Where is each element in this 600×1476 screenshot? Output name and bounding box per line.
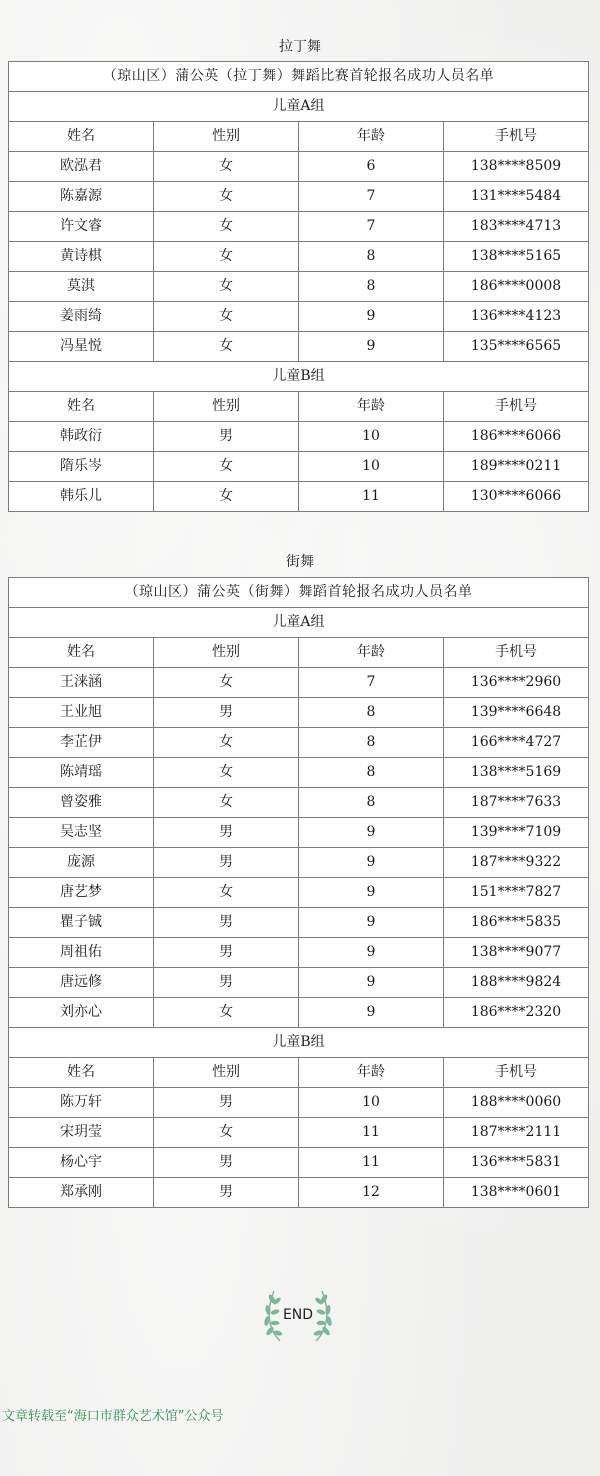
- cell-gender: 女: [154, 728, 299, 758]
- cell-age: 8: [299, 698, 444, 728]
- latin-dance-table: [8, 61, 588, 512]
- header-row: [9, 1058, 589, 1088]
- cell-gender: 男: [154, 818, 299, 848]
- cell-age: 6: [299, 152, 444, 182]
- cell-gender: 女: [154, 788, 299, 818]
- cell-phone: 138****9077: [444, 938, 589, 968]
- cell-age: 8: [299, 272, 444, 302]
- cell-phone: 139****6648: [444, 698, 589, 728]
- table-row: [9, 212, 589, 242]
- cell-age: 11: [299, 1148, 444, 1178]
- header-row: [9, 392, 589, 422]
- header-phone: 手机号: [444, 1058, 589, 1088]
- table-row: [9, 272, 589, 302]
- table-row: [9, 452, 589, 482]
- table-row: [9, 818, 589, 848]
- cell-age: 9: [299, 968, 444, 998]
- header-row: [9, 122, 589, 152]
- cell-phone: 188****9824: [444, 968, 589, 998]
- cell-phone: 138****5165: [444, 242, 589, 272]
- header-age: 年龄: [299, 1058, 444, 1088]
- cell-name: 瞿子铖: [9, 908, 154, 938]
- end-ornament: [258, 1283, 338, 1345]
- section-title-latin: 拉丁舞: [279, 39, 321, 55]
- header-gender: 性别: [154, 638, 299, 668]
- header-gender: 性别: [154, 1058, 299, 1088]
- table-row: [9, 1118, 589, 1148]
- table-row: [9, 1088, 589, 1118]
- roster-table: [8, 61, 589, 512]
- table-row: [9, 728, 589, 758]
- cell-name: 陈靖瑶: [9, 758, 154, 788]
- cell-age: 9: [299, 332, 444, 362]
- cell-name: 欧泓君: [9, 152, 154, 182]
- cell-phone: 188****0060: [444, 1088, 589, 1118]
- cell-phone: 186****5835: [444, 908, 589, 938]
- header-row: [9, 638, 589, 668]
- cell-gender: 男: [154, 1148, 299, 1178]
- cell-name: 杨心宇: [9, 1148, 154, 1178]
- table-caption: （琼山区）蒲公英（街舞）舞蹈首轮报名成功人员名单: [9, 578, 589, 608]
- cell-age: 8: [299, 788, 444, 818]
- cell-gender: 女: [154, 152, 299, 182]
- cell-phone: 187****7633: [444, 788, 589, 818]
- cell-name: 许文睿: [9, 212, 154, 242]
- header-name: 姓名: [9, 1058, 154, 1088]
- group-title: 儿童B组: [9, 1028, 589, 1058]
- cell-name: 李芷伊: [9, 728, 154, 758]
- cell-gender: 男: [154, 698, 299, 728]
- group-row: [9, 608, 589, 638]
- cell-gender: 男: [154, 908, 299, 938]
- cell-name: 陈嘉源: [9, 182, 154, 212]
- table-row: [9, 152, 589, 182]
- cell-age: 9: [299, 848, 444, 878]
- table-row: [9, 242, 589, 272]
- header-gender: 性别: [154, 392, 299, 422]
- cell-gender: 女: [154, 998, 299, 1028]
- cell-phone: 189****0211: [444, 452, 589, 482]
- cell-age: 8: [299, 758, 444, 788]
- cell-phone: 136****5831: [444, 1148, 589, 1178]
- cell-age: 12: [299, 1178, 444, 1208]
- cell-phone: 187****2111: [444, 1118, 589, 1148]
- cell-gender: 女: [154, 302, 299, 332]
- cell-age: 11: [299, 1118, 444, 1148]
- cell-phone: 138****8509: [444, 152, 589, 182]
- source-note: 文章转载至“海口市群众艺术馆”公众号: [2, 1409, 224, 1424]
- table-row: [9, 482, 589, 512]
- group-title: 儿童A组: [9, 608, 589, 638]
- cell-name: 冯星悦: [9, 332, 154, 362]
- cell-name: 隋乐岑: [9, 452, 154, 482]
- cell-gender: 女: [154, 878, 299, 908]
- cell-phone: 186****0008: [444, 272, 589, 302]
- caption-row: [9, 62, 589, 92]
- table-row: [9, 182, 589, 212]
- cell-name: 韩乐儿: [9, 482, 154, 512]
- table-row: [9, 878, 589, 908]
- cell-gender: 女: [154, 1118, 299, 1148]
- end-label: END: [282, 1307, 314, 1323]
- cell-gender: 男: [154, 938, 299, 968]
- cell-name: 唐远修: [9, 968, 154, 998]
- cell-phone: 166****4727: [444, 728, 589, 758]
- cell-age: 8: [299, 242, 444, 272]
- group-title: 儿童B组: [9, 362, 589, 392]
- header-name: 姓名: [9, 638, 154, 668]
- cell-age: 8: [299, 728, 444, 758]
- cell-name: 唐艺梦: [9, 878, 154, 908]
- cell-gender: 女: [154, 212, 299, 242]
- cell-name: 郑承刚: [9, 1178, 154, 1208]
- header-name: 姓名: [9, 122, 154, 152]
- cell-name: 姜雨绮: [9, 302, 154, 332]
- cell-gender: 男: [154, 1088, 299, 1118]
- section-title-street: 街舞: [286, 554, 314, 570]
- header-gender: 性别: [154, 122, 299, 152]
- cell-gender: 男: [154, 1178, 299, 1208]
- cell-gender: 男: [154, 968, 299, 998]
- group-row: [9, 1028, 589, 1058]
- header-phone: 手机号: [444, 638, 589, 668]
- cell-age: 7: [299, 668, 444, 698]
- cell-phone: 131****5484: [444, 182, 589, 212]
- table-caption: （琼山区）蒲公英（拉丁舞）舞蹈比赛首轮报名成功人员名单: [9, 62, 589, 92]
- table-row: [9, 998, 589, 1028]
- table-row: [9, 938, 589, 968]
- table-row: [9, 968, 589, 998]
- cell-name: 王涞涵: [9, 668, 154, 698]
- header-age: 年龄: [299, 638, 444, 668]
- cell-phone: 136****2960: [444, 668, 589, 698]
- cell-name: 刘亦心: [9, 998, 154, 1028]
- header-phone: 手机号: [444, 392, 589, 422]
- cell-name: 韩政衍: [9, 422, 154, 452]
- cell-age: 9: [299, 998, 444, 1028]
- cell-age: 10: [299, 1088, 444, 1118]
- table-row: [9, 698, 589, 728]
- cell-phone: 151****7827: [444, 878, 589, 908]
- cell-name: 莫淇: [9, 272, 154, 302]
- cell-age: 7: [299, 182, 444, 212]
- cell-gender: 女: [154, 182, 299, 212]
- table-row: [9, 668, 589, 698]
- cell-phone: 138****5169: [444, 758, 589, 788]
- header-name: 姓名: [9, 392, 154, 422]
- cell-age: 9: [299, 938, 444, 968]
- table-row: [9, 758, 589, 788]
- cell-name: 吴志坚: [9, 818, 154, 848]
- cell-age: 9: [299, 818, 444, 848]
- cell-age: 9: [299, 302, 444, 332]
- cell-gender: 女: [154, 272, 299, 302]
- cell-phone: 186****2320: [444, 998, 589, 1028]
- table-row: [9, 302, 589, 332]
- caption-row: [9, 578, 589, 608]
- cell-name: 王业旭: [9, 698, 154, 728]
- group-row: [9, 362, 589, 392]
- cell-phone: 186****6066: [444, 422, 589, 452]
- cell-phone: 135****6565: [444, 332, 589, 362]
- table-row: [9, 908, 589, 938]
- cell-gender: 女: [154, 758, 299, 788]
- cell-age: 7: [299, 212, 444, 242]
- cell-gender: 女: [154, 242, 299, 272]
- cell-gender: 女: [154, 452, 299, 482]
- cell-gender: 女: [154, 668, 299, 698]
- group-row: [9, 92, 589, 122]
- header-age: 年龄: [299, 122, 444, 152]
- cell-name: 曾姿雅: [9, 788, 154, 818]
- cell-name: 周祖佑: [9, 938, 154, 968]
- cell-name: 黄诗棋: [9, 242, 154, 272]
- street-dance-table: [8, 577, 588, 1208]
- cell-phone: 136****4123: [444, 302, 589, 332]
- table-row: [9, 1148, 589, 1178]
- cell-phone: 130****6066: [444, 482, 589, 512]
- table-row: [9, 848, 589, 878]
- group-title: 儿童A组: [9, 92, 589, 122]
- cell-gender: 男: [154, 848, 299, 878]
- table-row: [9, 332, 589, 362]
- cell-gender: 女: [154, 482, 299, 512]
- cell-gender: 女: [154, 332, 299, 362]
- cell-age: 11: [299, 482, 444, 512]
- table-row: [9, 1178, 589, 1208]
- table-row: [9, 788, 589, 818]
- cell-phone: 139****7109: [444, 818, 589, 848]
- table-row: [9, 422, 589, 452]
- cell-name: 宋玥莹: [9, 1118, 154, 1148]
- roster-table: [8, 577, 589, 1208]
- cell-name: 庞源: [9, 848, 154, 878]
- cell-age: 9: [299, 878, 444, 908]
- header-phone: 手机号: [444, 122, 589, 152]
- cell-age: 10: [299, 452, 444, 482]
- cell-phone: 138****0601: [444, 1178, 589, 1208]
- cell-name: 陈万轩: [9, 1088, 154, 1118]
- cell-age: 10: [299, 422, 444, 452]
- cell-phone: 187****9322: [444, 848, 589, 878]
- cell-gender: 男: [154, 422, 299, 452]
- cell-age: 9: [299, 908, 444, 938]
- cell-phone: 183****4713: [444, 212, 589, 242]
- header-age: 年龄: [299, 392, 444, 422]
